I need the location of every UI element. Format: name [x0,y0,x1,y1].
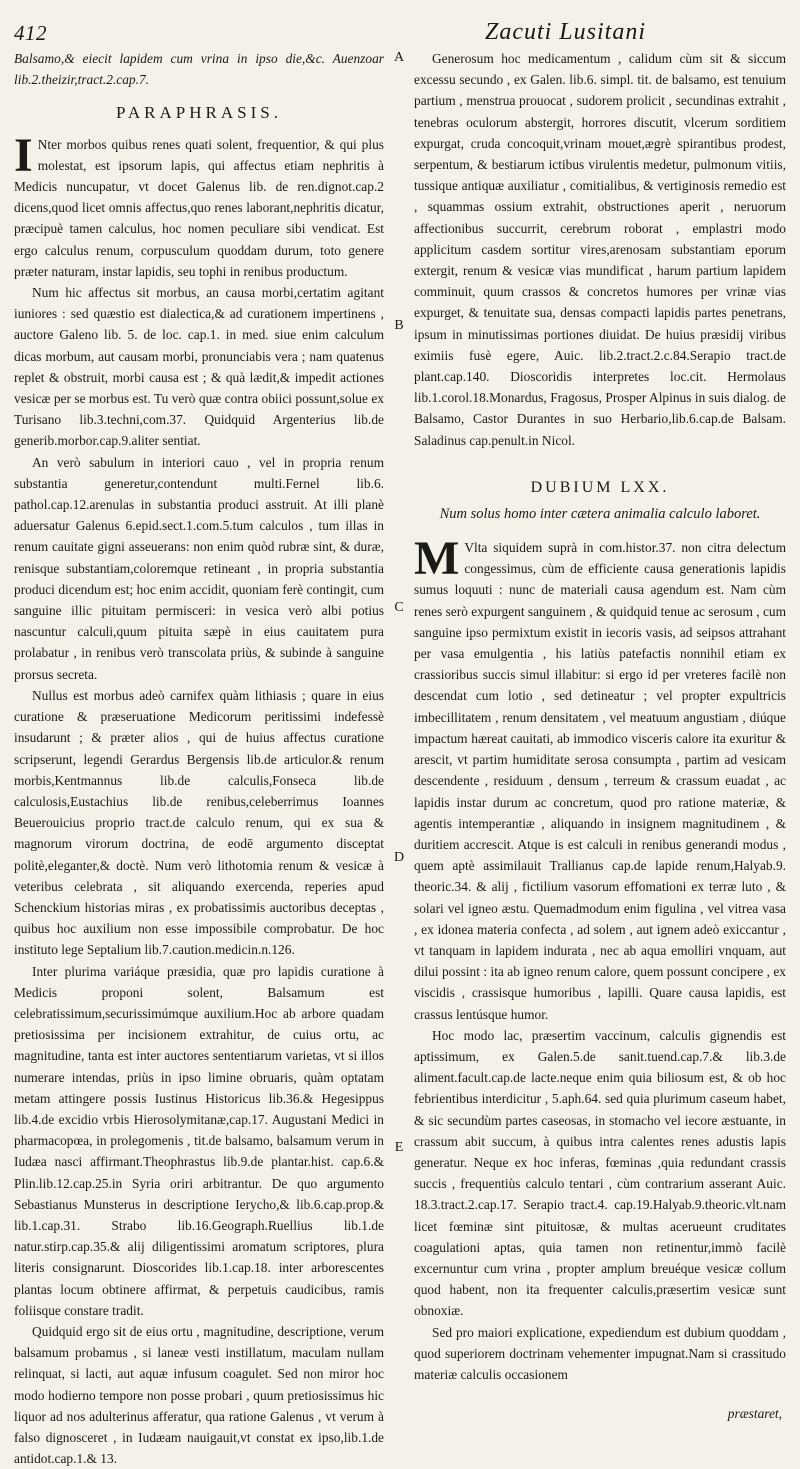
right-column [414,48,786,1416]
paragraph: Quidquid ergo sit de eius ortu , magnitudine, descriptione, verum balsamum probamus , si laneæ vesti instillatum, maculam nullam relinquat, si lacti, aut aquæ infusum coagulet. Sed non miror hoc modo hodierno tempore non posse probari , quum pretiosissimus hic liquor ad nos adulterinus afferatur, qua ratione Galenus , vt verum à falso dignosceret , in Iudæam nauigauit,vt constat ex ipso,lib.1.de antidot.cap.1.& 13. [14,1323,384,1467]
left-column [14,48,384,1467]
margin-letter-a: A [393,50,405,65]
margin-letter-b: B [394,318,404,333]
running-head: Zacuti Lusitani [484,19,646,45]
paragraph: Sed pro maiori explicatione, expediendum est dubium quoddam , quod superiorem doctrinam vehementer impugnat.Nam si crassitudo materiæ calculis occasionem [414,1324,786,1382]
drop-cap: I [14,128,33,182]
dubium-question: Num solus homo inter cætera animalia calculo laboret. [439,506,761,523]
paragraph-text: Nter morbos quibus renes quati solent, frequentior, & qui plus molestat, est ipsorum lapis, qui affectus etiam nephritis à Medicis nuncupatur, vt docet Galenus lib. de ren.dignot.cap.2 dicens,quod licet omnis affectus,quo renes laborant,nephritis dicatur, præcipuè tamen calculus, hoc nomen peculiare sibi vendicat. Est ergo calculus renum, corpusculum quoddam durum, toto genere præter naturam, instar lapidis, seu tophi in renibus productum. [14,136,384,279]
intro-citation: Balsamo,& eiecit lapidem cum vrina in ipso die,&c. Auenzoar lib.2.theizir,tract.2.cap.7. [14,51,384,88]
paragraph-text: Vlta siquidem suprà in com.histor.37. non citra delectum congessimus, cùm de efficiente causa generationis lapidis sumus loquuti : nunc de materiali causa agendum est. Nam cùm renes serò expurgent sanguinem , & quidquid tenue ac serosum , cum sanguine ipso permixtum existit in iecoris vasis, ad seipsos attrahant per vasa emulgentia , his latiùs patefactis nonnihil etiam ex crassioribus succis simul illabitur: si ergo id per vreteres facilè non descendat cum lotio , sed detineatur ; vel propter expultricis imbecillitatem , renum densitatem , vel meatuum angustiam , diúque impactum hæreat cauitati, ab immodico visceris calore ita exuritur & arescit, vt partim humiditate serosa consumpta , partim ad vesicam descendente , residuum , densum , terreum & crassum euadat , ac lapidis instar durum ac concretum, quod pro ratione materiæ, & agentis intemperantiæ , aliquando in insignem magnitudinem , & duritiem accrescit. Atque is est calculi in renibus generandi modus , quem aptè assimilauit Trallianus cap.de lapide renum,Halyab.9. theoric.34. & alij , fictilium vasorum effomationi ex terræ luto , & solari vel igneo æstu. Quemadmodum enim figulina , vel vitrea vasa , ex idonea materia confecta , ad solem , aut ignem adeò exiccantur , vt tanquam in lapidem indurata , nec ab aqua emolliri vnquam, aut dilui possint : ita ab igneo renum calore, quem possunt concipere , ex viscidis , crassisque humoribus , lapilli. Quare causa lapidis, est crassus lentúsque humor. [414,540,786,1022]
margin-letter-d: D [393,850,405,865]
paragraph: Nullus est morbus adeò carnifex quàm lithiasis ; quare in eius curatione & præseruatione Medicorum peritissimi indefessè insudarunt ; & præter alios , qui de huius affectus curatione scripserunt, legendi Gerardus Bergensis lib.de articulor.& renum morbis,Kentmannus lib.de calculis,Fonseca lib.de calculosis,Eustachius lib.de renibus,celeberrimus Ioannes Beuerouicius proprio tract.de calculo renum, qui ex sua & magnorum virorum doctrina, de eodē argumento disceptat politè,eleganter,& doctè. Num verò lithotomia renum & vesicæ à veteribus celebrata , sit aliquando exercenda, reperies apud Schenckium historias miras , ex probatissimis auctoribus deceptas , quibus hoc auxilium non esse impossibile comprobatur. De hoc instituto lege Septalium lib.7.caution.medicin.n.126. [14,687,384,958]
page-number: 412 [14,21,47,45]
paragraph: Inter plurima variáque præsidia, quæ pro lapidis curatione à Medicis proponi solent, Balsamum est celebratissimum,securissimúmque auxilium.Hoc ab arbore quadam pretiosissima per incisionem extrahitur, de cuius ortu, ac magnitudine, tanta est inter auctores sententiarum varietas, vt si illos numerare intendas, priùs in ipso limine obruaris, quàm optatam metam attingere possis Iustinus Historicus lib.36.& Hegesippus lib.4.de excidio vrbis Hierosolymitanæ,cap.17. Augustani Medici in pharmacopœa, in prolegomenis , tit.de balsamo, balsamum verum in Iudæa nasci affirmant.Theophrastus lib.9.de plantar.hist. cap.6.& Plin.lib.12.cap.25.in Syria oriri arbitrantur. De quo argumento Sebastianus Munsterus in descriptione Ierycho,& lib.6.cap.prop.& lib.1.cap.31. Strabo lib.16.Geograph.Ruellius lib.1.de natur.stirp.cap.35.& alij diligentissimi aromatum scriptores, plura literis consignarunt. Dioscorides lib.1.cap.18. inter arborescentes plantas locum obtinere affirmat, & perpetuis caudicibus, ramis foliisque constare tradit. [14,963,384,1318]
margin-letters [386,0,412,1428]
dubium-heading: DUBIUM LXX. [530,478,670,496]
paragraph: Num hic affectus sit morbus, an causa morbi,certatim agitant iuniores : sed quæstio est dialectica,& ad curationem impertinens , auctore Galeno lib. 5. de loc. cap.1. in med. siue enim calculum dicas morbum, aut causam morbi, pronunciabis vera ; nam quatenus replet & obstruit, morbi causa est ; & quà lædit,& impedit actiones vesicæ per se morbus est. Tu verò quæ contra obiici possunt,solue ex Turisano lib.3.techni,com.37. Quidquid Argenterius lib.de generib.morbor.cap.9.aliter sentiat. [14,285,384,449]
paragraph: Generosum hoc medicamentum , calidum cùm sit & siccum excessu secundo , ex Galen. lib.6. simpl. tit. de balsamo, est tenuium partium , menstrua prouocat , sudorem prolicit , secundinas extrahit , tenebras oculorum abstergit, horrores discutit, vlcerum sorditiem expurgat, cruda concoquit,vrinam mouet,ægrè spirantibus prodest, serpentum, & bestiarum ictibus virulentis medetur, pulmonum vitiis, tussique antiquæ auxiliatur , comitialibus, & vertiginosis remedio est , squammas ossium extrahit, obstructiones aperit , neruorum affectionibus succurrit, cerebrum roborat , emplastri modo applicitum casdem sortitur vires,arenosam substantiam eporum extergit, renum & vesicæ vias mundificat , harum partium lapidem comminuit, quum crassos & concretos humores per vrinæ vias expurget, & tenuitate sua, densas compacti lapidis partes penetrans, ipsum in minutissimas portiones diuidat. De huius præsidij viribus eximiis fusè egere, Auic. lib.2.tract.2.c.84.Serapio tract.de plant.cap.140. Dioscoridis interpretes loc.cit. Hermolaus lib.1.corol.18.Monardus, Fragosus, Prosper Alpinus in suis dialog. de Balsamo, Castor Durantes in suo Herbario,lib.6.cap.de Balsam. Saladinus cap.penult.in Nicol. [414,51,786,448]
section-heading: PARAPHRASIS. [116,103,282,123]
drop-cap: M [414,532,460,586]
margin-letter-c: C [394,600,404,615]
paragraph [14,128,384,282]
catchword: præstaret, [727,1406,782,1421]
paragraph: Hoc modo lac, præsertim vaccinum, calculis gignendis est aptissimum, ex Galen.5.de sanit.tuend.cap.7.& lib.3.de aliment.facult.cap.de lacte.neque enim quia biliosum est, & ob hoc febrientibus interdicitur , 5.aph.64. sed quia plurimum caseum habet, & sic secundùm partes caseosas, in stomacho vel iecore æstuante, in crassum abit succum, à quibus intra calentes renes adustis lapis generatur. Neque ex hoc inferas, fœminas ,quia redundant crassis succis , frequentiùs calculo tentari , cùm contrarium asserant Auic. 18.3.tract.2.cap.17. Serapio tract.4. cap.19.Halyab.9.theoric.vlt.nam licet fœminæ sint pituitosæ, & multas acerueunt cruditates coagulationi aptas, quia tamen non retinentur,immò facilè excernuntur cum vrina , propter amplum breuéque vesicæ collum quod habent, non ita frequenter calculis,præsertim vesicæ sunt obnoxiæ. [414,1027,786,1319]
paragraph: An verò sabulum in interiori cauo , vel in propria renum substantia generetur,contendunt multi.Fernel lib.6. pathol.cap.12.arenulas in substantia produci asstruit. At illi planè aduersatur Galenus 6.epid.sect.1.com.5.tum calculos , tum illas in renum cauitate gigni asseuerans: non enim quòd rubræ sint, & duræ, renisque substantiam,coloremque retineant , in propria substantia produci dicendum est; hoc enim accidit, quoniam ferè contingit, cum sanguine illic pituitam permisceri: in vesica verò albi potius nascuntur calculi,quum pituita sæpè in eius cauitatem pura prolabatur , in renibus verò transcolata priùs, & subinde à sanguine prorsus secreta. [14,454,384,682]
paragraph [414,532,786,1025]
margin-letter-e: E [394,1140,404,1155]
